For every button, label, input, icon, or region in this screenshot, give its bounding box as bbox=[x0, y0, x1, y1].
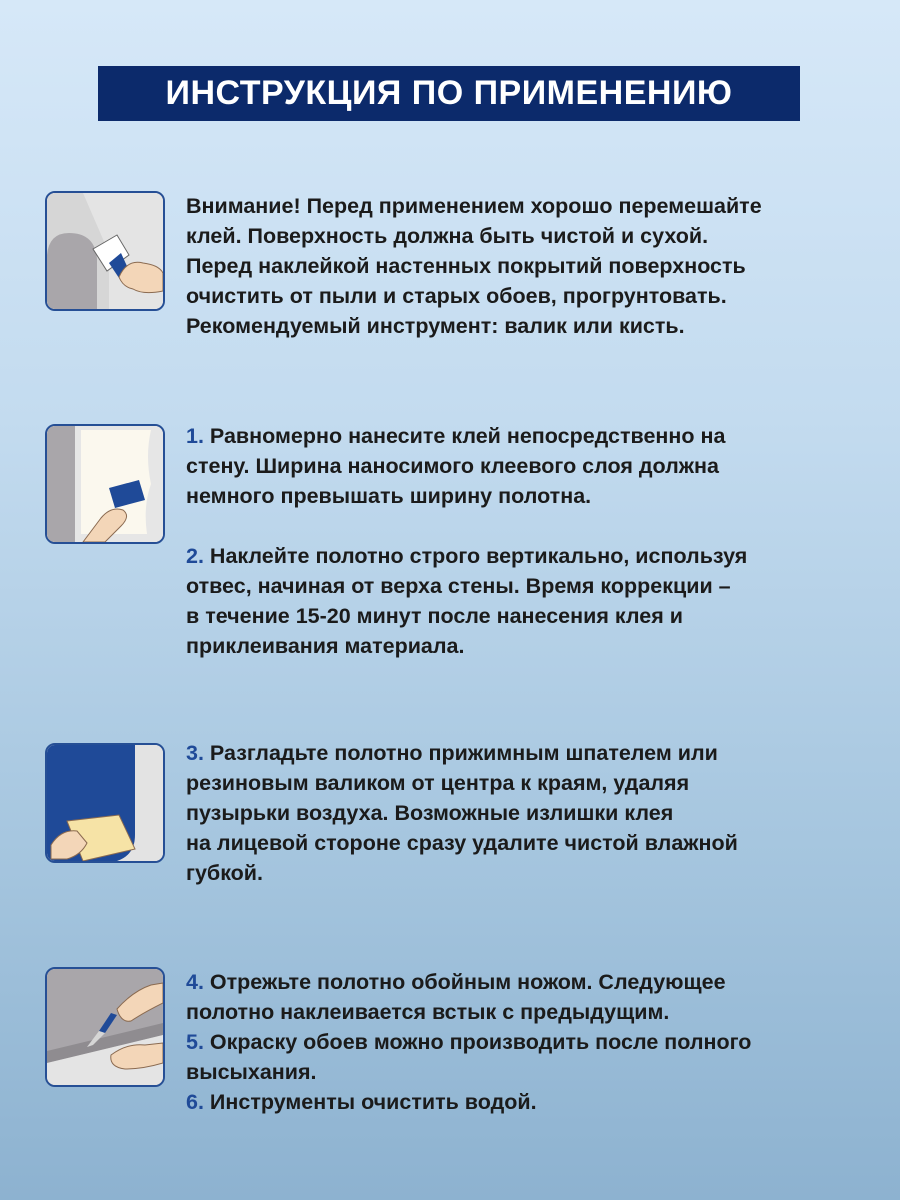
steps-1-2 bbox=[186, 421, 876, 661]
step-5-text: Окраску обоев можно производить после полного высыхания. bbox=[186, 1030, 752, 1084]
step-6-number: 6. bbox=[186, 1090, 204, 1114]
step-1 bbox=[186, 421, 876, 511]
step-3-text: Разгладьте полотно прижимным шпателем или резиновым валиком от центра к краям, удаляя пузырьки воздуха. Возможные излишки клея на лицевой стороне сразу удалите чистой влажной губкой. bbox=[186, 741, 738, 885]
step-4-text: Отрежьте полотно обойным ножом. Следующее полотно наклеивается встык с предыдущим. bbox=[186, 970, 726, 1024]
step-3 bbox=[186, 738, 876, 888]
step-3-block bbox=[186, 738, 876, 888]
intro-text bbox=[186, 191, 876, 341]
step-2-number: 2. bbox=[186, 544, 204, 568]
step-4 bbox=[186, 967, 876, 1027]
step-2 bbox=[186, 541, 876, 661]
sponge-smoothing-icon bbox=[45, 743, 165, 863]
knife-trimming-icon bbox=[45, 967, 165, 1087]
step-6 bbox=[186, 1087, 876, 1117]
step-4-number: 4. bbox=[186, 970, 204, 994]
steps-4-6 bbox=[186, 967, 876, 1117]
wall-scraping-icon bbox=[45, 191, 165, 311]
step-6-text: Инструменты очистить водой. bbox=[209, 1090, 537, 1114]
step-1-text: Равномерно нанесите клей непосредственно на стену. Ширина наносимого клеевого слоя должна немного превышать ширину полотна. bbox=[186, 424, 726, 508]
intro-paragraph: Внимание! Перед применением хорошо перемешайте клей. Поверхность должна быть чистой и сухой. Перед наклейкой настенных покрытий поверхность очистить от пыли и старых обоев, прогрунтовать. Рекомендуемый инструмент: валик или кисть. bbox=[186, 194, 762, 338]
step-1-number: 1. bbox=[186, 424, 204, 448]
step-3-number: 3. bbox=[186, 741, 204, 765]
step-5 bbox=[186, 1027, 876, 1087]
page-title: ИНСТРУКЦИЯ ПО ПРИМЕНЕНИЮ bbox=[98, 66, 800, 121]
step-2-text: Наклейте полотно строго вертикально, используя отвес, начиная от верха стены. Время коррекции – в течение 15-20 минут после нанесения клея и приклеивания материала. bbox=[186, 544, 748, 658]
glue-roller-icon bbox=[45, 424, 165, 544]
step-5-number: 5. bbox=[186, 1030, 204, 1054]
